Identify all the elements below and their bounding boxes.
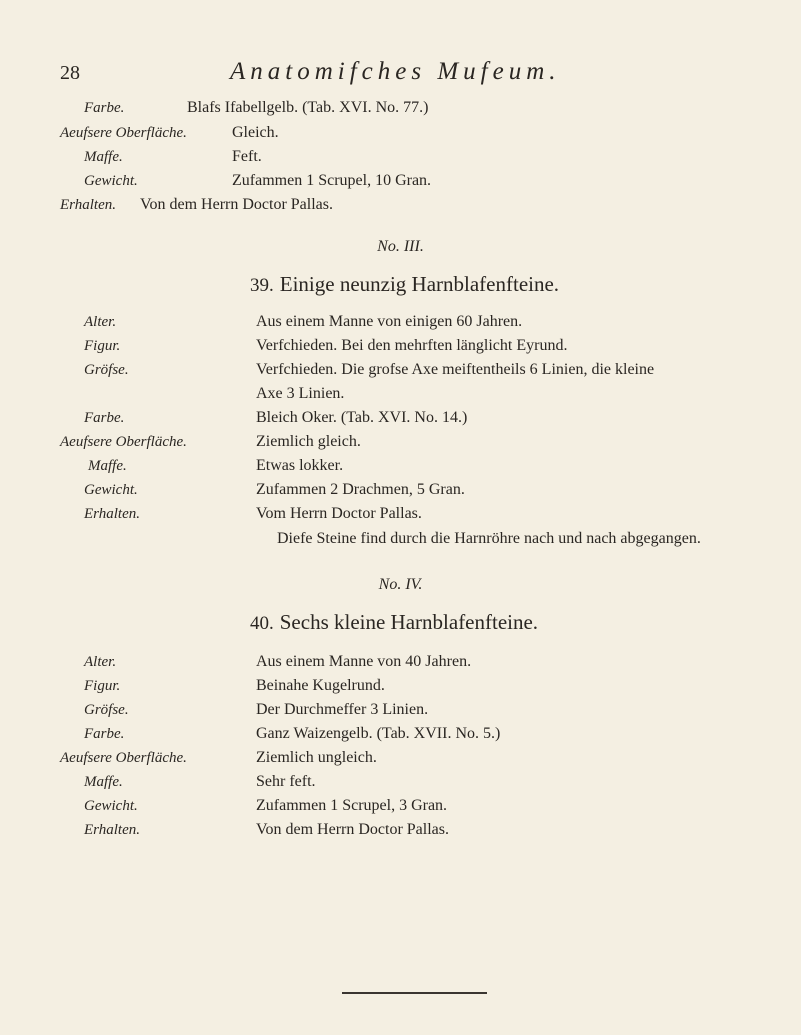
row-label: Figur. bbox=[84, 338, 121, 354]
row-label: Farbe. bbox=[84, 726, 125, 742]
entry-row bbox=[0, 674, 801, 698]
entry-row bbox=[0, 310, 801, 334]
entry-row bbox=[0, 794, 801, 818]
entry-title: Einige neunzig Harnblafenfteine. bbox=[279, 272, 560, 296]
entry-number: 40. bbox=[250, 613, 274, 634]
row-value: Zufammen 2 Drachmen, 5 Gran. bbox=[256, 481, 465, 498]
row-label: Maffe. bbox=[88, 458, 127, 474]
row-value: Blafs Ifabellgelb. (Tab. XVI. No. 77.) bbox=[187, 99, 429, 116]
entry-row bbox=[0, 770, 801, 794]
row-value: Von dem Herrn Doctor Pallas. bbox=[140, 196, 333, 213]
row-value: Zufammen 1 Scrupel, 3 Gran. bbox=[256, 797, 448, 814]
row-label: Farbe. bbox=[84, 100, 125, 116]
row-label: Aeufsere Oberfläche. bbox=[60, 125, 187, 141]
entry-row bbox=[0, 478, 801, 502]
row-value: Aus einem Manne von einigen 60 Jahren. bbox=[256, 313, 523, 330]
row-label: Farbe. bbox=[84, 410, 125, 426]
row-label: Alter. bbox=[84, 654, 117, 670]
entry-note-row bbox=[0, 527, 801, 551]
entry-row bbox=[0, 145, 801, 169]
entry-number: 39. bbox=[250, 275, 274, 296]
row-value: Zufammen 1 Scrupel, 10 Gran. bbox=[232, 172, 432, 189]
row-label: Gröfse. bbox=[84, 362, 129, 378]
row-label: Gröfse. bbox=[84, 702, 129, 718]
row-value: Vom Herrn Doctor Pallas. bbox=[256, 505, 422, 522]
entry-row bbox=[0, 334, 801, 358]
entry-heading bbox=[250, 272, 559, 297]
running-head bbox=[60, 58, 780, 92]
entry-row bbox=[0, 406, 801, 430]
row-label: Erhalten. bbox=[84, 822, 140, 838]
entry-row bbox=[0, 121, 801, 145]
row-label: Erhalten. bbox=[60, 197, 116, 213]
row-label: Maffe. bbox=[84, 774, 123, 790]
row-label: Figur. bbox=[84, 678, 121, 694]
entry-row bbox=[0, 430, 801, 454]
row-value: Ziemlich ungleich. bbox=[256, 749, 377, 766]
row-value: Feft. bbox=[232, 148, 262, 165]
row-value: Bleich Oker. (Tab. XVI. No. 14.) bbox=[256, 409, 468, 426]
entry-row bbox=[0, 698, 801, 722]
page-number: 28 bbox=[60, 62, 80, 84]
running-title: Anatomifches Mufeum. bbox=[230, 58, 561, 85]
entry-row bbox=[0, 454, 801, 478]
row-value: Gleich. bbox=[232, 124, 279, 141]
row-value: Der Durchmeffer 3 Linien. bbox=[256, 701, 429, 718]
row-label: Aeufsere Oberfläche. bbox=[60, 434, 187, 450]
row-value: Verfchieden. Die grofse Axe meiftentheils 6 Linien, die kleine bbox=[256, 361, 655, 378]
entry-row bbox=[0, 818, 801, 842]
row-value: Axe 3 Linien. bbox=[256, 385, 345, 402]
entry-row bbox=[0, 169, 801, 193]
row-value: Ziemlich gleich. bbox=[256, 433, 361, 450]
entry-row bbox=[0, 96, 801, 120]
row-value: Beinahe Kugelrund. bbox=[256, 677, 385, 694]
row-value: Aus einem Manne von 40 Jahren. bbox=[256, 653, 472, 670]
closing-rule bbox=[342, 992, 487, 994]
section-number: No. III. bbox=[377, 238, 424, 255]
entry-row bbox=[0, 650, 801, 674]
row-value: Sehr feft. bbox=[256, 773, 316, 790]
row-label: Gewicht. bbox=[84, 173, 138, 189]
section-number: No. IV. bbox=[378, 576, 423, 593]
row-label: Aeufsere Oberfläche. bbox=[60, 750, 187, 766]
row-label: Gewicht. bbox=[84, 482, 138, 498]
row-value: Von dem Herrn Doctor Pallas. bbox=[256, 821, 449, 838]
entry-row bbox=[0, 358, 801, 382]
row-label: Erhalten. bbox=[84, 506, 140, 522]
entry-heading bbox=[250, 610, 538, 635]
entry-row bbox=[0, 502, 801, 526]
row-label: Maffe. bbox=[84, 149, 123, 165]
row-label: Gewicht. bbox=[84, 798, 138, 814]
entry-row bbox=[0, 382, 801, 406]
entry-row bbox=[0, 193, 801, 217]
row-label: Alter. bbox=[84, 314, 117, 330]
row-value: Etwas lokker. bbox=[256, 457, 344, 474]
row-value: Verfchieden. Bei den mehrften länglicht Eyrund. bbox=[256, 337, 568, 354]
entry-row bbox=[0, 746, 801, 770]
row-value: Ganz Waizengelb. (Tab. XVII. No. 5.) bbox=[256, 725, 501, 742]
entry-title: Sechs kleine Harnblafenfteine. bbox=[279, 610, 539, 634]
entry-note: Diefe Steine find durch die Harnröhre nach und nach abgegangen. bbox=[277, 530, 701, 547]
entry-row bbox=[0, 722, 801, 746]
